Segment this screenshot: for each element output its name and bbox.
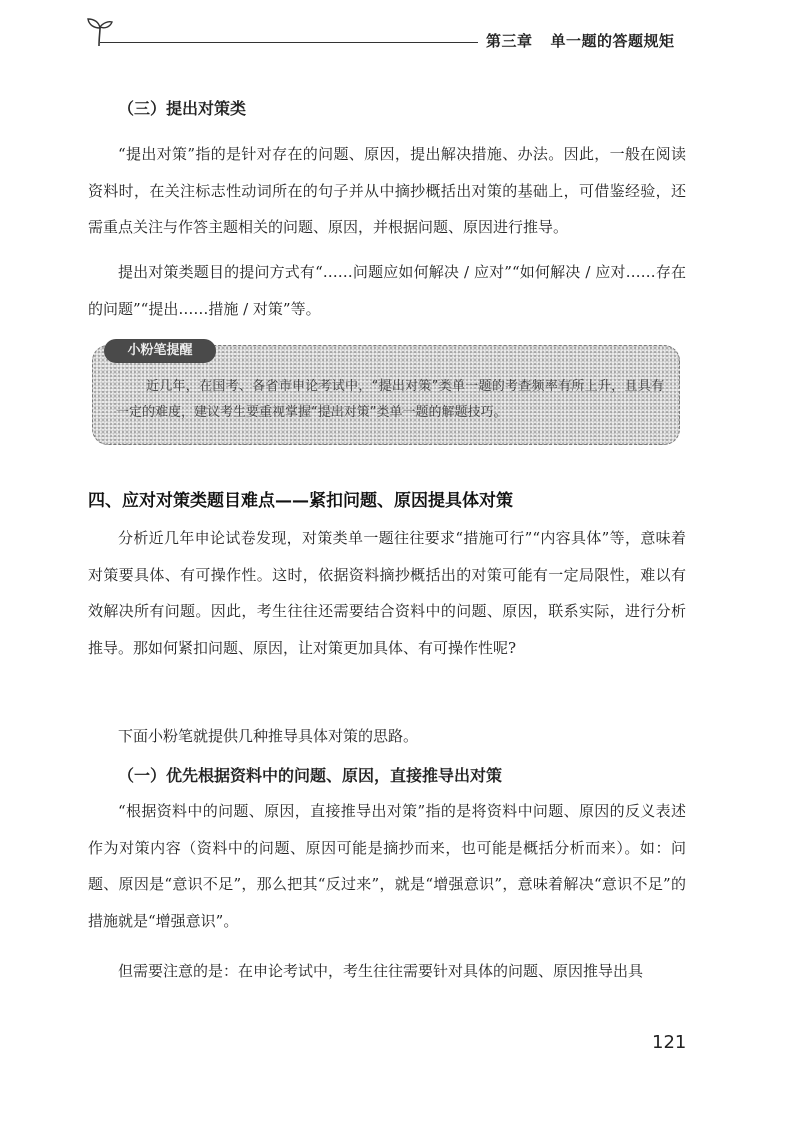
- paragraph: 提出对策类题目的提问方式有“……问题应如何解决 / 应对”“如何解决 / 应对……存在的问题”“提出……措施 / 对策”等。: [88, 263, 686, 318]
- paragraph: “提出对策”指的是针对存在的问题、原因，提出解决措施、办法。因此，一般在阅读资料时，在关注标志性动词所在的句子并从中摘抄概括出对策的基础上，可借鉴经验，还需重点关注与作答主题相关的问题、原因，并根据问题、原因进行推导。: [88, 145, 686, 236]
- chapter-label: 第三章: [486, 32, 533, 50]
- tip-text: 近几年，在国考、各省市申论考试中，“提出对策”类单一题的考查频率有所上升，且具有一定的难度，建议考生要重视掌握“提出对策”类单一题的解题技巧。: [116, 379, 664, 420]
- paragraph: “根据资料中的问题、原因，直接推导出对策”指的是将资料中问题、原因的反义表述作为对策内容（资料中的问题、原因可能是摘抄而来，也可能是概括分析而来）。如：问题、原因是“意识不足”，那么把其“反过来”，就是“增强意识”，意味着解决“意识不足”的措施就是“增强意识”。: [88, 802, 686, 930]
- section-heading-4: 四、应对对策类题目难点——紧扣问题、原因提具体对策: [88, 491, 513, 511]
- paragraph: 但需要注意的是：在申论考试中，考生往往需要针对具体的问题、原因推导出具: [118, 962, 644, 980]
- subsection-heading: （一）优先根据资料中的问题、原因，直接推导出对策: [118, 766, 503, 785]
- tip-tag: 小粉笔提醒: [104, 339, 216, 363]
- paragraph: 下面小粉笔就提供几种推导具体对策的思路。: [118, 727, 419, 745]
- chapter-title: 单一题的答题规矩: [550, 32, 675, 50]
- running-header: [486, 30, 675, 51]
- page-number: 121: [652, 1032, 687, 1053]
- header-rule: [100, 42, 478, 43]
- paragraph: 分析近几年申论试卷发现，对策类单一题往往要求“措施可行”“内容具体”等，意味着对策要具体、有可操作性。这时，依据资料摘抄概括出的对策可能有一定局限性，难以有效解决所有问题。因此，考生往往还需要结合资料中的问题、原因，联系实际，进行分析推导。那如何紧扣问题、原因，让对策更加具体、有可操作性呢?: [88, 529, 686, 657]
- section-heading-3: （三）提出对策类: [118, 99, 247, 118]
